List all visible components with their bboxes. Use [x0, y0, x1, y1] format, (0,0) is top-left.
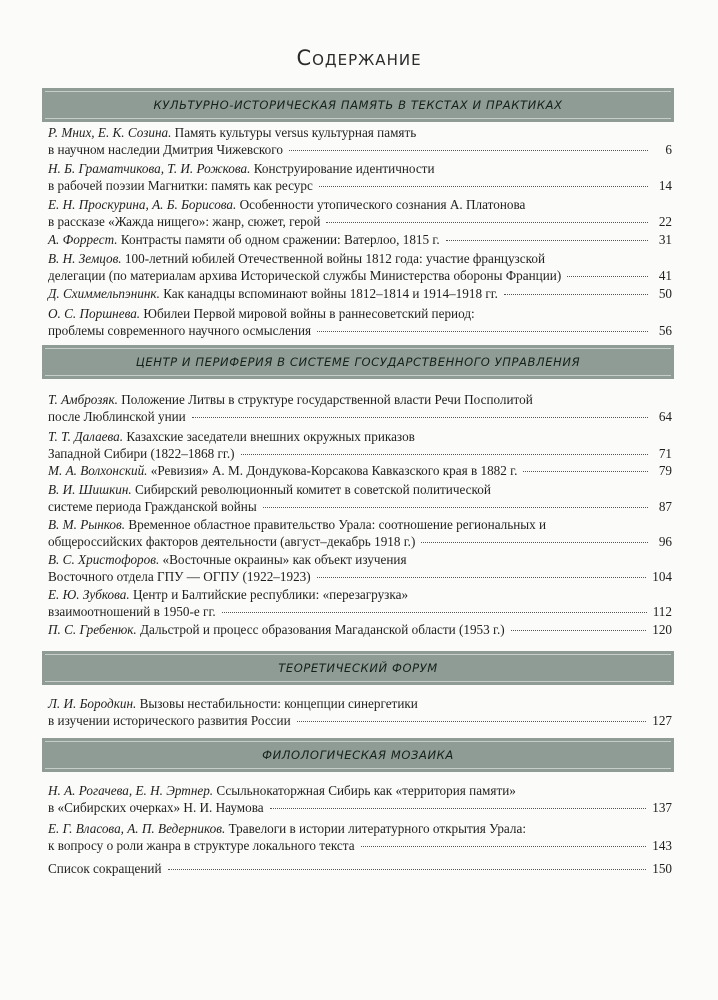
entry-title: Травелоги в истории литературного открытия Урала:: [225, 821, 526, 836]
entry-author: Е. Н. Проскурина, А. Б. Борисова.: [48, 197, 237, 212]
entry-title: Временное областное правительство Урала: соотношение региональных и: [125, 517, 547, 532]
entry-author: Д. Схиммельпэнинк.: [48, 286, 160, 301]
entry-title: 100-летний юбилей Отечественной войны 1812 года: участие французской: [121, 251, 546, 266]
entry-author: Н. А. Рогачева, Е. Н. Эртнер.: [48, 783, 214, 798]
toc-entry[interactable]: [48, 860, 672, 877]
entry-title: Сибирский революционный комитет в советской политической: [131, 482, 491, 497]
leader-dots: [263, 507, 648, 508]
page-title: Содержание: [296, 46, 422, 70]
toc-entry[interactable]: [48, 516, 672, 550]
leader-dots: [319, 186, 648, 187]
entry-title: Как канадцы вспоминают войны 1812–1814 и 1914–1918 гг.: [159, 286, 498, 301]
entry-author: М. А. Волхонский.: [48, 463, 148, 478]
entry-author: Т. Т. Далаева.: [48, 429, 124, 444]
entry-author: О. С. Поршнева.: [48, 306, 141, 321]
leader-dots: [361, 846, 647, 847]
toc-entry[interactable]: [48, 285, 672, 302]
toc-entry[interactable]: [48, 391, 672, 425]
leader-dots: [317, 331, 648, 332]
toc-entry[interactable]: [48, 428, 672, 462]
section-heading: [42, 651, 674, 685]
entry-page: 79: [658, 463, 672, 478]
leader-dots: [297, 721, 647, 722]
entry-page: 104: [652, 569, 672, 584]
toc-entry[interactable]: [48, 551, 672, 585]
entry-title: Ссыльнокаторжная Сибирь как «территория памяти»: [213, 783, 516, 798]
entry-author: Н. Б. Граматчикова, Т. И. Рожкова.: [48, 161, 251, 176]
entry-title-cont: взаимоотношений в 1950-е гг.: [48, 604, 216, 619]
entry-page: 120: [652, 622, 672, 637]
entry-title-cont: в рабочей поэзии Магнитки: память как ресурс: [48, 178, 313, 193]
toc-entry[interactable]: [48, 462, 672, 479]
entry-title: Центр и Балтийские республики: «перезагрузка»: [129, 587, 409, 602]
toc-entry[interactable]: [48, 305, 672, 339]
entry-title-cont: в научном наследии Дмитрия Чижевского: [48, 142, 283, 157]
entry-author: А. Форрест.: [48, 232, 118, 247]
entry-page: 6: [665, 142, 672, 157]
entry-title: Контрасты памяти об одном сражении: Ватерлоо, 1815 г.: [117, 232, 440, 247]
entry-page: 143: [652, 838, 672, 853]
leader-dots: [523, 471, 648, 472]
toc-entry[interactable]: [48, 820, 672, 854]
entry-author: В. М. Рынков.: [48, 517, 126, 532]
entry-author: В. Н. Земцов.: [48, 251, 122, 266]
entry-title: Конструирование идентичности: [250, 161, 435, 176]
entry-page: 150: [652, 861, 672, 876]
leader-dots: [241, 454, 648, 455]
section-heading: [42, 88, 674, 122]
entry-author: Т. Амброзяк.: [48, 392, 118, 407]
entry-page: 137: [652, 800, 672, 815]
section-heading-label: ФИЛОЛОГИЧЕСКАЯ МОЗАИКА: [262, 748, 454, 762]
entry-page: 87: [658, 499, 672, 514]
entry-author: Е. Г. Власова, А. П. Ведерников.: [48, 821, 226, 836]
leader-dots: [289, 150, 648, 151]
leader-dots: [270, 808, 647, 809]
entry-title-cont: в изучении исторического развития России: [48, 713, 291, 728]
leader-dots: [567, 276, 648, 277]
entry-title-cont: в «Сибирских очерках» Н. И. Наумова: [48, 800, 264, 815]
leader-dots: [168, 869, 647, 870]
entry-page: 22: [658, 214, 672, 229]
entry-author: В. С. Христофоров.: [48, 552, 160, 567]
entry-page: 112: [652, 604, 672, 619]
entry-page: 71: [658, 446, 672, 461]
leader-dots: [421, 542, 648, 543]
entry-author: В. И. Шишкин.: [48, 482, 132, 497]
section-heading-label: КУЛЬТУРНО-ИСТОРИЧЕСКАЯ ПАМЯТЬ В ТЕКСТАХ И ПРАКТИКАХ: [153, 98, 563, 112]
entry-title: «Ревизия» А. М. Дондукова-Корсакова Кавказского края в 1882 г.: [147, 463, 518, 478]
leader-dots: [222, 612, 647, 613]
entry-author: Л. И. Бородкин.: [48, 696, 137, 711]
entry-page: 96: [658, 534, 672, 549]
entry-page: 31: [658, 232, 672, 247]
leader-dots: [317, 577, 647, 578]
leader-dots: [504, 294, 648, 295]
entry-title-cont: Западной Сибири (1822–1868 гг.): [48, 446, 235, 461]
section-heading: [42, 738, 674, 772]
toc-entry[interactable]: [48, 695, 672, 729]
entry-title: Особенности утопического сознания А. Платонова: [236, 197, 526, 212]
leader-dots: [326, 222, 648, 223]
entry-title-cont: проблемы современного научного осмысления: [48, 323, 312, 338]
entry-page: 14: [658, 178, 672, 193]
leader-dots: [192, 417, 648, 418]
entry-author: Е. Ю. Зубкова.: [48, 587, 130, 602]
entry-page: 64: [658, 409, 672, 424]
entry-title: Юбилеи Первой мировой войны в раннесоветский период:: [140, 306, 475, 321]
toc-entry[interactable]: [48, 196, 672, 230]
entry-title: Дальстрой и процесс образования Магаданской области (1953 г.): [136, 622, 505, 637]
toc-entry[interactable]: [48, 782, 672, 816]
toc-entry[interactable]: [48, 250, 672, 284]
entry-author: П. С. Гребенюк.: [48, 622, 137, 637]
entry-title-cont: делегации (по материалам архива Исторической службы Министерства обороны Франции): [48, 268, 562, 283]
entry-title-cont: после Люблинской унии: [48, 409, 186, 424]
entry-title: Память культуры versus культурная память: [171, 125, 417, 140]
toc-entry[interactable]: [48, 231, 672, 248]
toc-entry[interactable]: [48, 124, 672, 158]
toc-entry[interactable]: [48, 160, 672, 194]
entry-title-cont: в рассказе «Жажда нищего»: жанр, сюжет, герой: [48, 214, 321, 229]
toc-entry[interactable]: [48, 621, 672, 638]
entry-page: 127: [652, 713, 672, 728]
entry-author: Р. Мних, Е. К. Созина.: [48, 125, 172, 140]
toc-entry[interactable]: [48, 586, 672, 620]
entry-title: Положение Литвы в структуре государственной власти Речи Посполитой: [117, 392, 533, 407]
leader-dots: [511, 630, 647, 631]
entry-page: 41: [658, 268, 672, 283]
entry-title: Казахские заседатели внешних окружных приказов: [123, 429, 415, 444]
section-heading: [42, 345, 674, 379]
toc-entry[interactable]: [48, 481, 672, 515]
entry-title: Вызовы нестабильности: концепции синергетики: [136, 696, 418, 711]
entry-title-cont: Восточного отдела ГПУ — ОГПУ (1922–1923): [48, 569, 311, 584]
leader-dots: [446, 240, 648, 241]
entry-page: 56: [658, 323, 672, 338]
section-heading-label: ТЕОРЕТИЧЕСКИЙ ФОРУМ: [278, 661, 438, 675]
entry-title: «Восточные окраины» как объект изучения: [159, 552, 407, 567]
entry-title: Список сокращений: [48, 861, 162, 876]
entry-title-cont: системе периода Гражданской войны: [48, 499, 257, 514]
entry-title-cont: общероссийских факторов деятельности (август–декабрь 1918 г.): [48, 534, 416, 549]
entry-title-cont: к вопросу о роли жанра в структуре локального текста: [48, 838, 355, 853]
section-heading-label: ЦЕНТР И ПЕРИФЕРИЯ В СИСТЕМЕ ГОСУДАРСТВЕННОГО УПРАВЛЕНИЯ: [135, 355, 581, 369]
entry-page: 50: [658, 286, 672, 301]
